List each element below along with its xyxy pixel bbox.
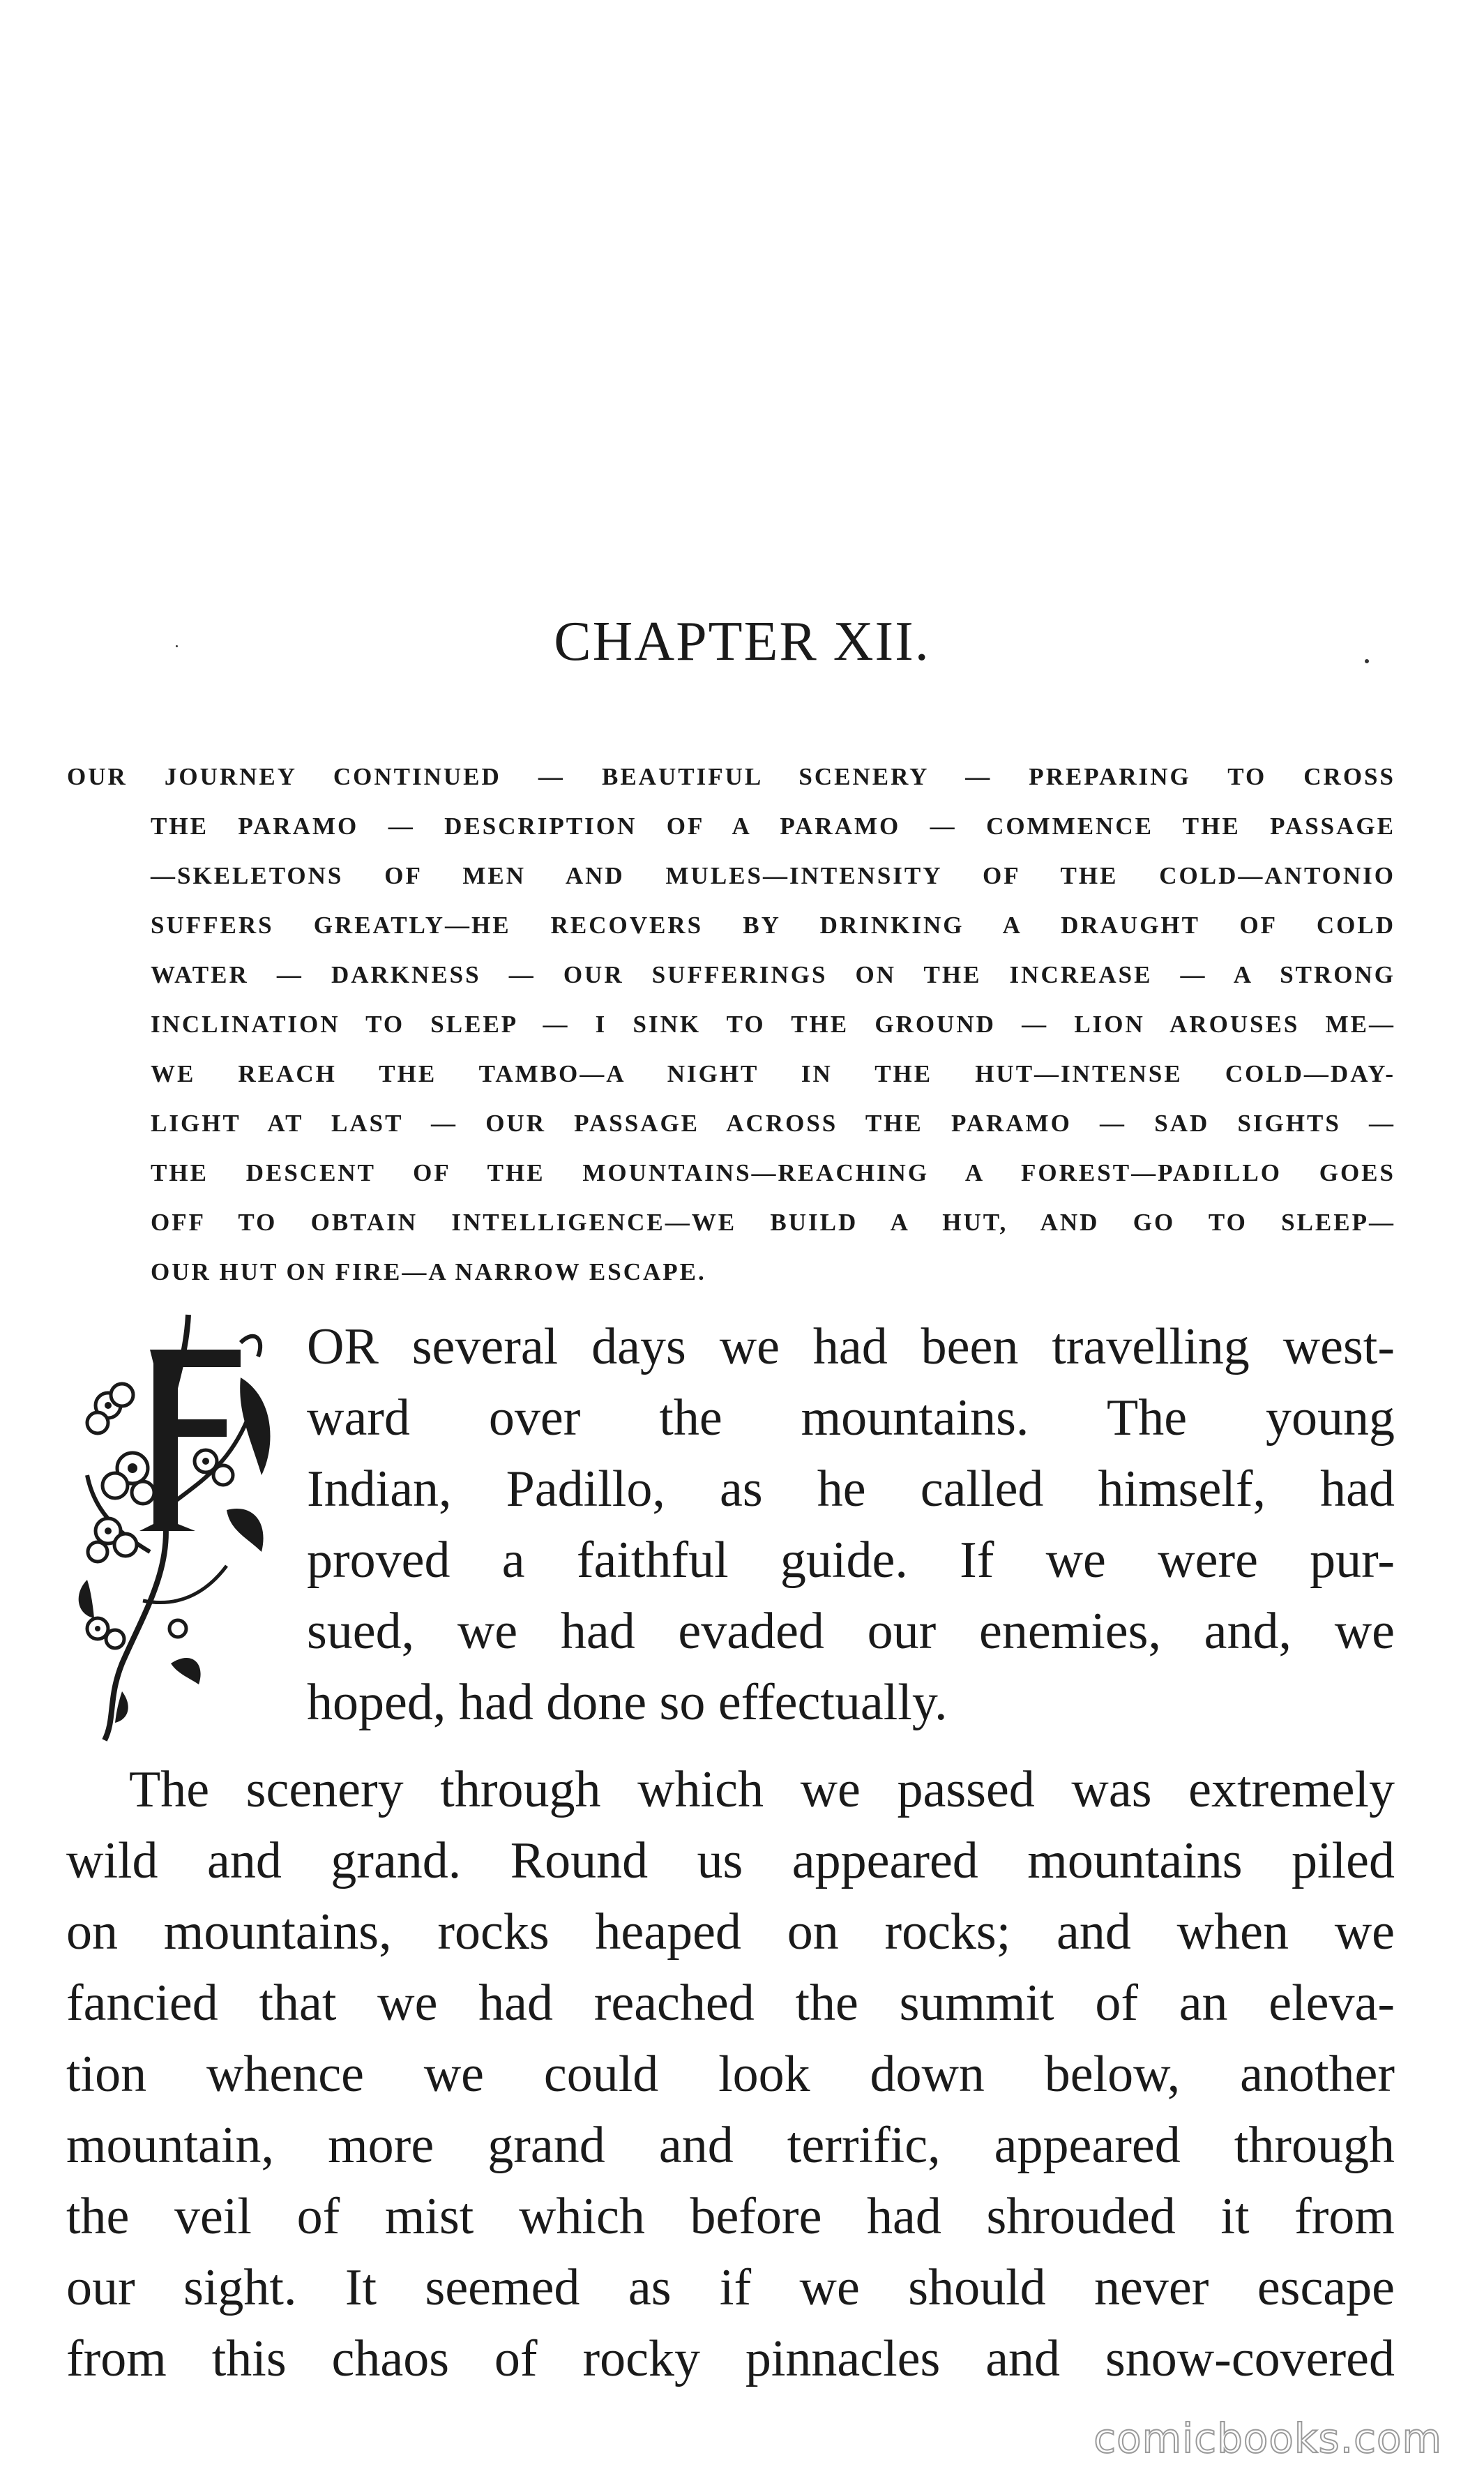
- summary-line: OUR HUT ON FIRE—A NARROW ESCAPE.: [151, 1258, 706, 1285]
- body-paragraph: [66, 1754, 1395, 2394]
- paragraph-line: on mountains, rocks heaped on rocks; and when we: [66, 1903, 1395, 1961]
- paragraph-line: sued, we had evaded our enemies, and, we: [307, 1603, 1395, 1660]
- paragraph-line: the veil of mist which before had shrouded it from: [66, 2188, 1395, 2245]
- paragraph-line: wild and grand. Round us appeared mountains piled: [66, 1832, 1395, 1889]
- paragraph-line: The scenery through which we passed was extremely: [129, 1761, 1395, 1818]
- paragraph-line: proved a faithful guide. If we were pur-: [307, 1532, 1395, 1589]
- summary-line: LIGHT AT LAST — OUR PASSAGE ACROSS THE PARAMO — SAD SIGHTS —: [151, 1110, 1395, 1137]
- summary-line: THE DESCENT OF THE MOUNTAINS—REACHING A FOREST—PADILLO GOES: [151, 1159, 1395, 1186]
- paragraph-line: Indian, Padillo, as he called himself, had: [307, 1461, 1395, 1518]
- summary-line: —SKELETONS OF MEN AND MULES—INTENSITY OF THE COLD—ANTONIO: [151, 862, 1395, 889]
- summary-line: WE REACH THE TAMBO—A NIGHT IN THE HUT—INTENSE COLD—DAY-: [151, 1060, 1395, 1087]
- opening-paragraph: [307, 1311, 1395, 1738]
- paragraph-line: from this chaos of rocky pinnacles and snow-covered: [66, 2330, 1395, 2387]
- summary-line: OUR JOURNEY CONTINUED — BEAUTIFUL SCENERY — PREPARING TO CROSS: [67, 763, 1395, 790]
- summary-line: THE PARAMO — DESCRIPTION OF A PARAMO — COMMENCE THE PASSAGE: [151, 813, 1395, 840]
- summary-line: WATER — DARKNESS — OUR SUFFERINGS ON THE INCREASE — A STRONG: [151, 961, 1395, 988]
- summary-line: INCLINATION TO SLEEP — I SINK TO THE GROUND — LION AROUSES ME—: [151, 1011, 1395, 1038]
- chapter-title: CHAPTER XII.: [554, 611, 930, 672]
- summary-line: OFF TO OBTAIN INTELLIGENCE—WE BUILD A HUT, AND GO TO SLEEP—: [151, 1209, 1395, 1236]
- paragraph-line: hoped, had done so effectually.: [307, 1674, 948, 1731]
- chapter-summary: [67, 752, 1395, 1297]
- summary-line: SUFFERS GREATLY—HE RECOVERS BY DRINKING A DRAUGHT OF COLD: [151, 912, 1395, 939]
- site-watermark: comicbooks.com: [1093, 2415, 1442, 2462]
- paragraph-line: ward over the mountains. The young: [307, 1389, 1395, 1447]
- paragraph-line: tion whence we could look down below, another: [66, 2046, 1395, 2103]
- paragraph-line: fancied that we had reached the summit of an eleva-: [66, 1975, 1395, 2032]
- floral-dropcap-initial: [66, 1301, 303, 1747]
- paragraph-line: our sight. It seemed as if we should never escape: [66, 2259, 1395, 2316]
- paragraph-line: mountain, more grand and terrific, appeared through: [66, 2117, 1395, 2174]
- paragraph-line: OR several days we had been travelling west-: [307, 1318, 1395, 1375]
